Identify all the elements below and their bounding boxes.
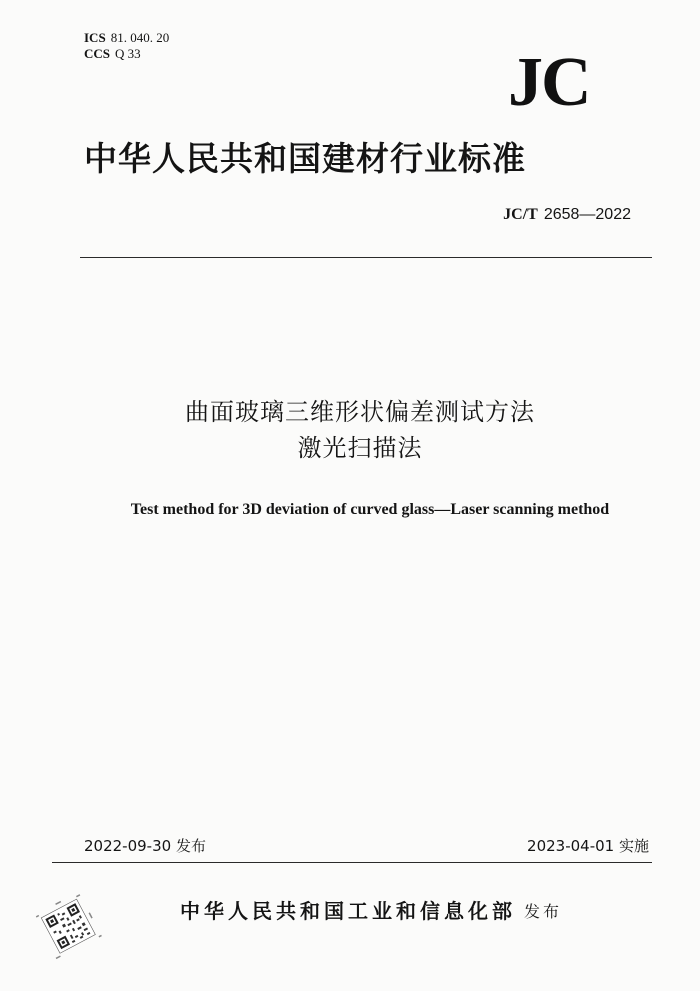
- english-title: Test method for 3D deviation of curved glass—Laser scanning method: [130, 501, 610, 518]
- ics-value: 81. 040. 20: [110, 30, 170, 45]
- qr-code-stamp-icon: [35, 893, 107, 961]
- footer-divider: [52, 862, 652, 863]
- standard-number: [503, 205, 631, 225]
- ccs-label: CCS: [84, 46, 111, 61]
- issue-date: 2022-09-30 发布: [84, 837, 206, 855]
- implement-date: 2023-04-01 实施: [527, 837, 649, 855]
- issuing-authority: 中华人民共和国工业和信息化部: [180, 899, 516, 923]
- ccs-value: Q 33: [115, 46, 141, 61]
- chinese-title-line2: 激光扫描法: [297, 434, 423, 462]
- standard-prefix: JC/T: [503, 206, 538, 223]
- header-divider: [80, 257, 652, 258]
- standard-number-value: 2658—2022: [543, 206, 631, 223]
- ics-code: [84, 30, 169, 46]
- chinese-title-line1: 曲面玻璃三维形状偏差测试方法: [185, 398, 535, 426]
- standard-category: 中华人民共和国建材行业标准: [84, 139, 526, 178]
- ics-label: ICS: [84, 30, 106, 45]
- jc-logo: JC: [508, 44, 590, 121]
- issuing-authority-suffix: 发布: [524, 902, 563, 921]
- ccs-code: [84, 46, 169, 62]
- classification-codes: [84, 30, 169, 62]
